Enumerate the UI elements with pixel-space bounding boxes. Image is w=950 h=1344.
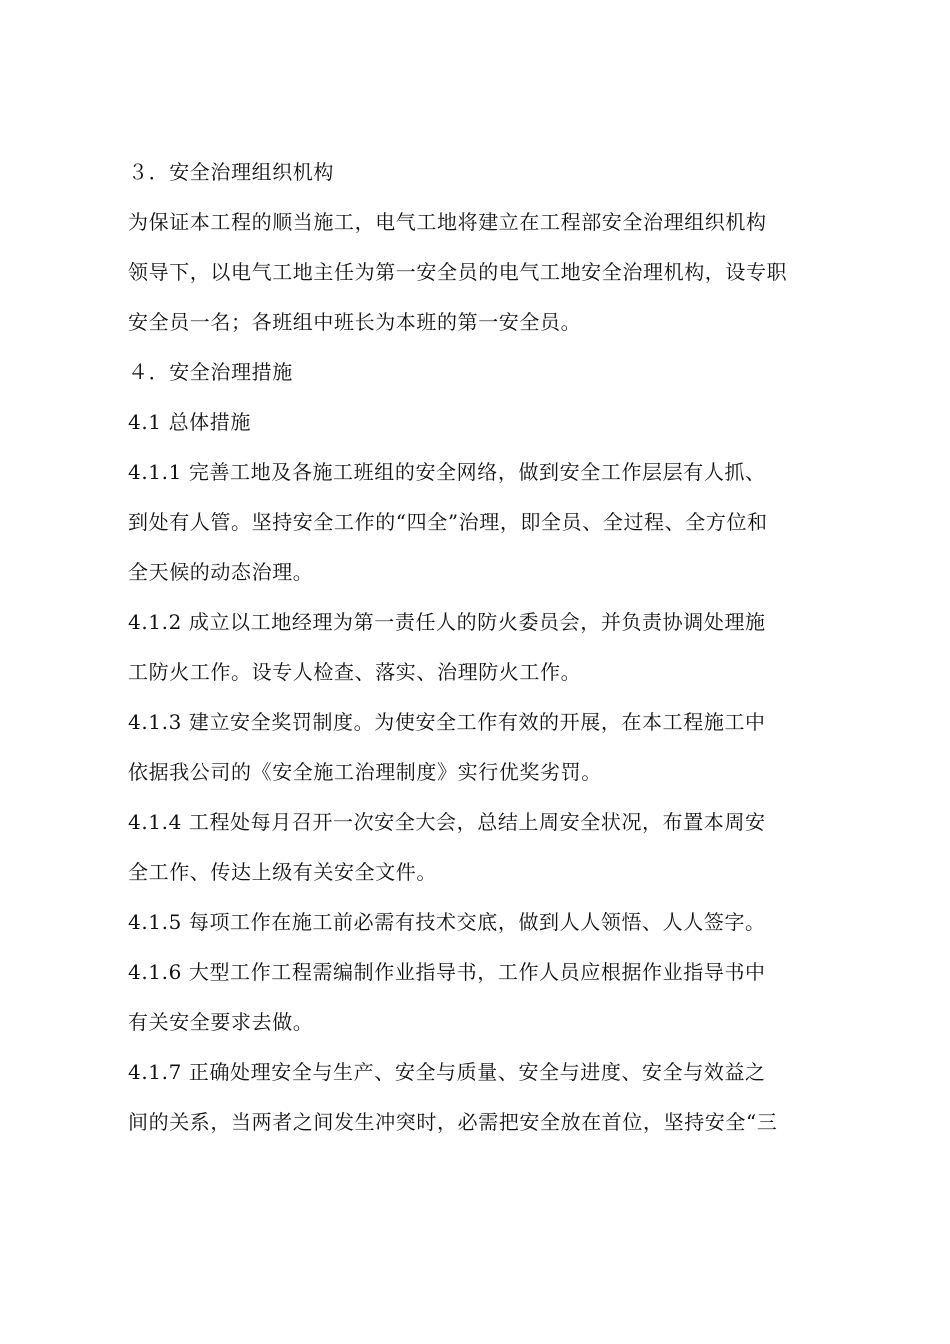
paragraph-line: 有关安全要求去做。 bbox=[128, 1010, 314, 1034]
paragraph-line: 工防火工作。设专人检查、落实、治理防火工作。 bbox=[128, 660, 582, 684]
paragraph-line: 间的关系，当两者之间发生冲突时，必需把安全放在首位，坚持安全“三 bbox=[128, 1110, 778, 1134]
heading-section-4: ４．安全治理措施 bbox=[128, 360, 293, 384]
paragraph-line: 全工作、传达上级有关安全文件。 bbox=[128, 860, 437, 884]
paragraph-line: 4.1.3 建立安全奖罚制度。为使安全工作有效的开展，在本工程施工中 bbox=[128, 710, 766, 734]
paragraph-line: 4.1.5 每项工作在施工前必需有技术交底，做到人人领悟、人人签字。 bbox=[128, 910, 766, 934]
paragraph-line: 安全员一名；各班组中班长为本班的第一安全员。 bbox=[128, 310, 582, 334]
heading-section-4-1: 4.1 总体措施 bbox=[128, 410, 251, 434]
heading-section-3: ３．安全治理组织机构 bbox=[128, 160, 334, 184]
paragraph-line: 到处有人管。坚持安全工作的“四全”治理，即全员、全过程、全方位和 bbox=[128, 510, 768, 534]
paragraph-line: 依据我公司的《安全施工治理制度》实行优奖劣罚。 bbox=[128, 760, 602, 784]
paragraph-line: 4.1.4 工程处每月召开一次安全大会，总结上周安全状况，布置本周安 bbox=[128, 810, 766, 834]
paragraph-line: 4.1.6 大型工作工程需编制作业指导书，工作人员应根据作业指导书中 bbox=[128, 960, 766, 984]
paragraph-line: 全天候的动态治理。 bbox=[128, 560, 314, 584]
paragraph-line: 4.1.1 完善工地及各施工班组的安全网络，做到安全工作层层有人抓、 bbox=[128, 460, 766, 484]
paragraph-line: 4.1.7 正确处理安全与生产、安全与质量、安全与进度、安全与效益之 bbox=[128, 1060, 766, 1084]
paragraph-line: 4.1.2 成立以工地经理为第一责任人的防火委员会，并负责协调处理施 bbox=[128, 610, 766, 634]
paragraph-line: 为保证本工程的顺当施工，电气工地将建立在工程部安全治理组织机构 bbox=[128, 210, 767, 234]
paragraph-line: 领导下，以电气工地主任为第一安全员的电气工地安全治理机构，设专职 bbox=[128, 260, 788, 284]
